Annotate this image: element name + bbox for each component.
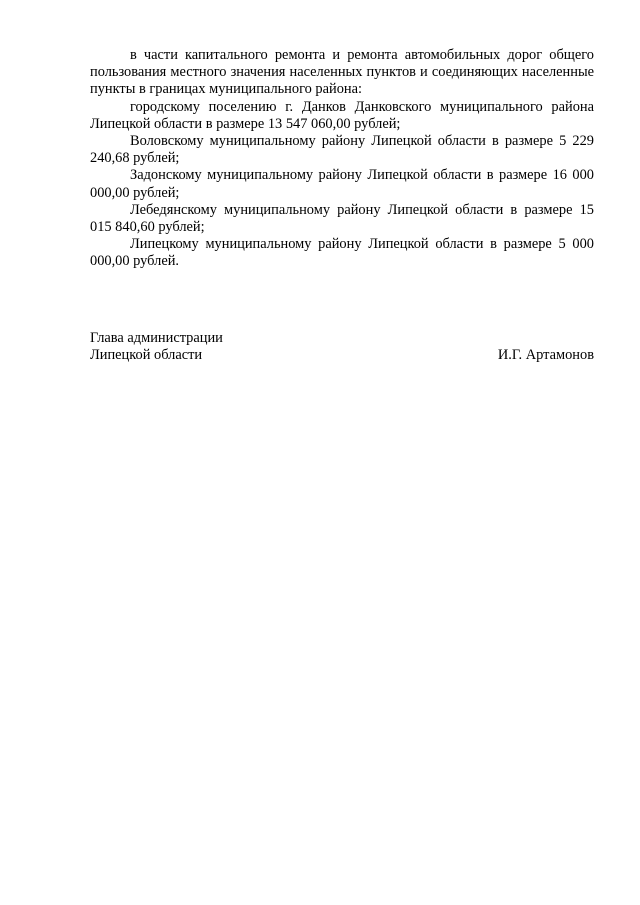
signatory-position-line2: Липецкой области (90, 347, 203, 364)
paragraph-zadonsk: Задонскому муниципальному району Липецкой области в размере 16 000 000,00 рублей; (90, 167, 594, 201)
signature-row (90, 347, 594, 364)
paragraph-volovo: Воловскому муниципальному району Липецкой области в размере 5 229 240,68 рублей; (90, 133, 594, 167)
document-body (90, 47, 594, 271)
paragraph-dankov: городскому поселению г. Данков Данковского муниципального района Липецкой области в размере 13 547 060,00 рублей; (90, 98, 594, 132)
signature-block (90, 330, 594, 364)
signatory-name: И.Г. Артамонов (497, 347, 594, 364)
paragraph-lebedyan: Лебедянскому муниципальному району Липецкой области в размере 15 015 840,60 рублей; (90, 201, 594, 236)
signatory-position-line1: Глава администрации (90, 330, 223, 346)
paragraph-road-repair-intro: в части капитального ремонта и ремонта автомобильных дорог общего пользования местного значения населенных пунктов и соединяющих населенные пункты в границах муниципального района: (90, 47, 594, 98)
paragraph-lipetsk: Липецкому муниципальному району Липецкой области в размере 5 000 000,00 рублей. (90, 236, 594, 270)
